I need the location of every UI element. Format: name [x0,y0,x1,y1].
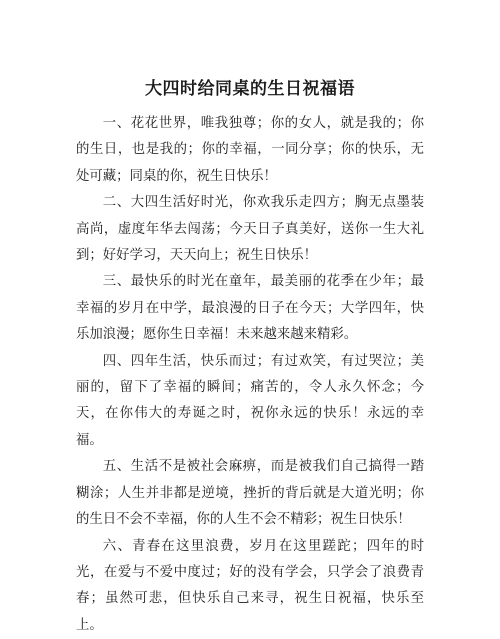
paragraph-5: 五、生活不是被社会麻痹，而是被我们自己搞得一踏糊涂；人生并非都是逆境，挫折的背后就是大道光明；你的生日不会不幸福，你的人生不会不精彩；祝生日快乐！ [76,454,424,533]
paragraph-3: 三、最快乐的时光在童年，最美丽的花季在少年；最幸福的岁月在中学，最浪漫的日子在今天；大学四年，快乐加浪漫；愿你生日幸福！未来越来越来精彩。 [76,269,424,348]
paragraph-4: 四、四年生活，快乐而过；有过欢笑，有过哭泣；美丽的，留下了幸福的瞬间；痛苦的，令人永久怀念；今天，在你伟大的寿诞之时，祝你永远的快乐！永远的幸福。 [76,349,424,455]
paragraph-1: 一、花花世界，唯我独尊；你的女人，就是我的；你的生日，也是我的；你的幸福，一同分享；你的快乐，无处可藏；同桌的你，祝生日快乐！ [76,111,424,190]
document-title: 大四时给同桌的生日祝福语 [0,74,500,99]
paragraph-2: 二、大四生活好时光，你欢我乐走四方；胸无点墨装高尚，虚度年华去闯荡；今天日子真美好，送你一生大礼到；好好学习，天天向上；祝生日快乐！ [76,190,424,269]
paragraph-6: 六、青春在这里浪费，岁月在这里蹉跎；四年的时光，在爱与不爱中度过；好的没有学会，只学会了浪费青春；虽然可悲，但快乐自己来寻，祝生日祝福，快乐至上。 [76,534,424,639]
document-body [76,111,424,639]
